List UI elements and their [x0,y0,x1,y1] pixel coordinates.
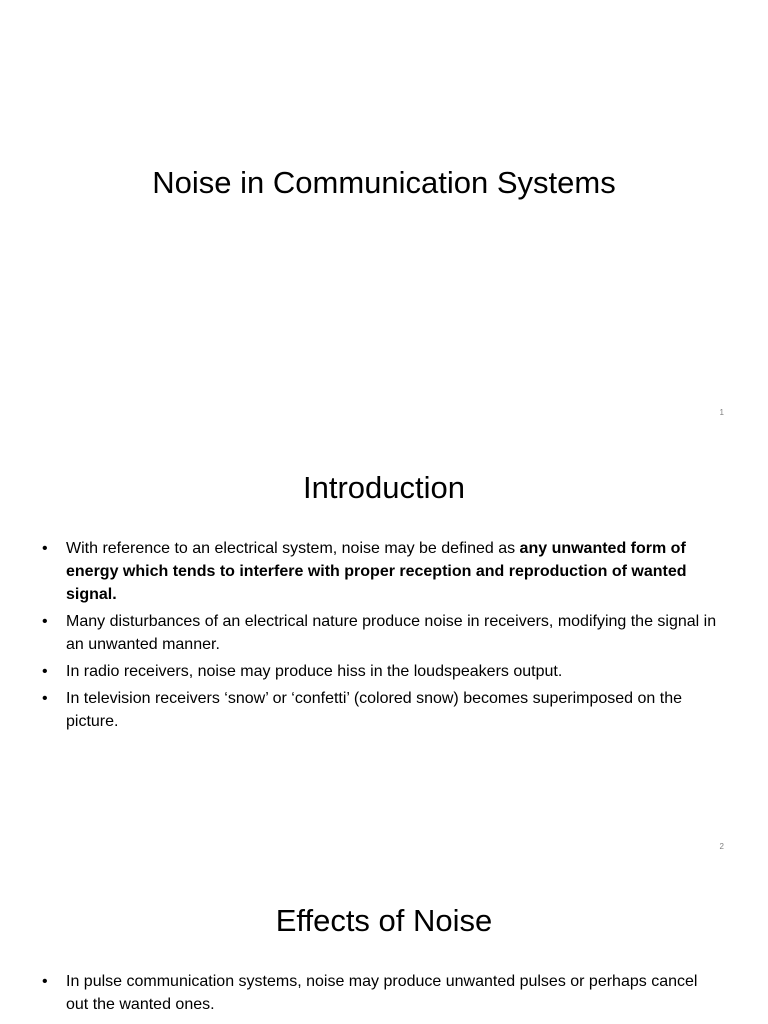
bullet-text-bold: any unwanted form of energy which tends to interfere with proper reception and reproduction of wanted signal. [66,540,687,603]
slide-2 [0,434,768,868]
bullet-text: In pulse communication systems, noise may produce unwanted pulses or perhaps cancel out the wanted ones. [66,973,698,1013]
slide-3 [0,868,768,1024]
slide-1-number: 1 [719,408,724,417]
list-item [42,537,722,606]
slide-2-title: Introduction [303,470,465,505]
list-item [42,610,722,656]
list-item [42,660,722,683]
bullet-icon: • [42,973,48,990]
slide-1 [0,0,768,434]
slide-1-title: Noise in Communication Systems [152,165,616,200]
list-item [42,970,722,1016]
bullet-text: In television receivers ‘snow’ or ‘confetti’ (colored snow) becomes superimposed on the picture. [66,690,682,730]
slide-2-number: 2 [719,842,724,851]
bullet-icon: • [42,663,48,680]
bullet-icon: • [42,690,48,707]
bullet-text: Many disturbances of an electrical nature produce noise in receivers, modifying the signal in an unwanted manner. [66,613,717,653]
slide-3-title: Effects of Noise [275,903,493,938]
bullet-icon: • [42,540,48,557]
bullet-text: In radio receivers, noise may produce hiss in the loudspeakers output. [66,663,563,680]
bullet-text: With reference to an electrical system, noise may be defined as [66,540,520,557]
slide-3-bullet-list [42,970,722,1020]
list-item [42,687,722,733]
slide-2-bullet-list [42,537,722,737]
bullet-icon: • [42,613,48,630]
